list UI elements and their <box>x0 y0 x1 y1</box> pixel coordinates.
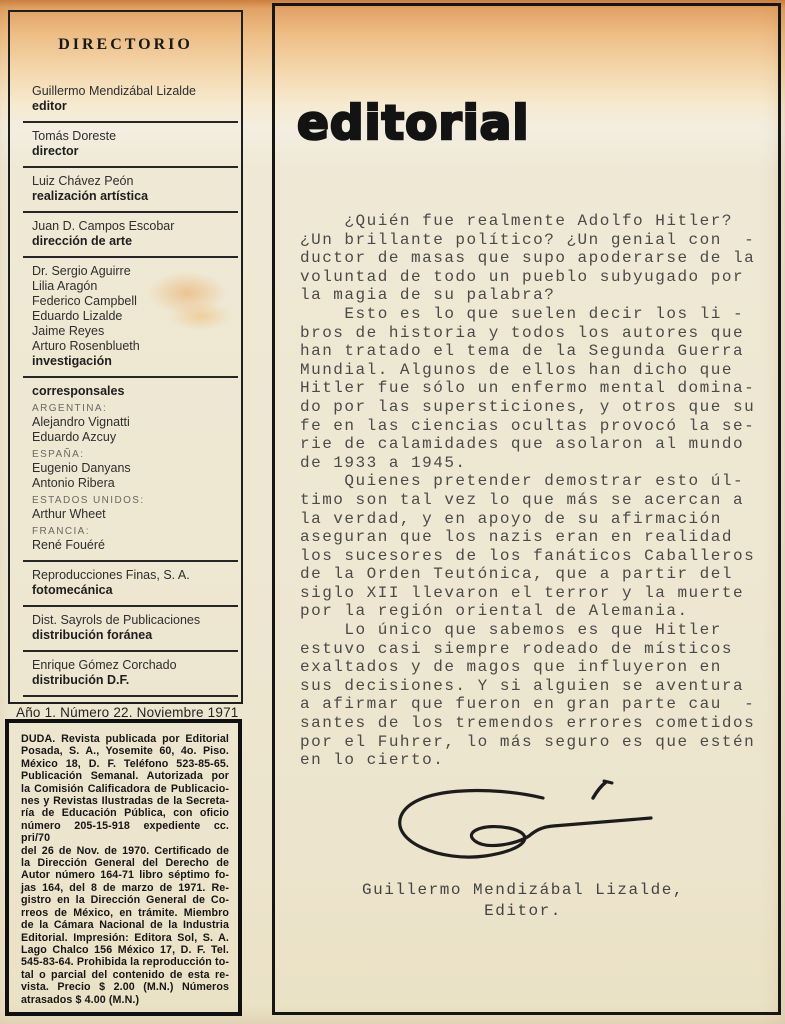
person-name: Arturo Rosenblueth <box>32 339 140 353</box>
legal-line: atrasados $ 4.00 (M.N.) <box>21 993 140 1006</box>
role-label: investigación <box>32 354 112 368</box>
legal-line: del 26 de Nov. de 1970. Certificado de <box>21 844 229 857</box>
editorial-line: a afirmar que fueron en gran parte cau - <box>300 695 756 714</box>
directory-list <box>10 78 241 697</box>
editorial-line: por la región oriental de Alemania. <box>300 602 689 621</box>
legal-line: la Comisión Calificadora de Publicacio- <box>21 782 229 795</box>
signoff-name: Guillermo Mendizábal Lizalde, <box>362 881 684 899</box>
legal-line: México 18, D. F. Teléfono 523-85-65. <box>21 757 229 770</box>
directory-entry <box>23 213 238 258</box>
legal-line: Posada, S. A., Yosemite 60, 4o. Piso. <box>21 745 229 758</box>
editorial-line: timo son tal vez lo que más se acercan a <box>300 490 745 509</box>
legal-line: Lago Chalco 156 México 17, D. F. Tel. <box>21 943 229 956</box>
editorial-line: bros de historia y todos los autores que <box>300 323 745 342</box>
directory-entry <box>23 378 238 562</box>
editorial-line: ¿Un brillante político? ¿Un genial con - <box>300 230 756 249</box>
directory-entry <box>23 168 238 213</box>
legal-line: la Dirección General del Derecho de <box>21 857 229 870</box>
role-label: director <box>32 144 79 158</box>
role-label: distribución foránea <box>32 628 153 642</box>
editorial-line: fe en las ciencias ocultas provocó la se- <box>300 416 756 435</box>
directory-title: DIRECTORIO <box>58 36 193 53</box>
country-label: ARGENTINA: <box>32 403 108 414</box>
legal-line: tal o parcial del contenido de esta re- <box>21 968 229 981</box>
legal-line: Autor número 164-71 libro séptimo fo- <box>21 869 229 882</box>
editorial-line: siglo XII llevaron el terror y la muerte <box>300 583 745 602</box>
editor-signature-icon <box>383 776 673 876</box>
legal-line: gistro en la Dirección General de Co- <box>21 894 229 907</box>
role-label: realización artística <box>32 189 149 203</box>
editorial-line: de 1933 a 1945. <box>300 453 467 472</box>
legal-line: Publicación Semanal. Autorizada por <box>21 770 229 783</box>
role-label: fotomecánica <box>32 583 113 597</box>
editorial-line: estuvo casi siempre rodeado de místicos <box>300 639 733 658</box>
issue-line: Año 1. Número 22. Noviembre 1971 <box>16 705 239 720</box>
editorial-line: ductor de masas que supo apoderarse de la <box>300 249 756 268</box>
person-name: Jaime Reyes <box>32 324 105 338</box>
role-label: editor <box>32 99 67 113</box>
editorial-line: voluntad de todo un pueblo subyugado por <box>300 267 745 286</box>
legal-line: nes y Revistas Ilustradas de la Secreta- <box>21 795 229 808</box>
editorial-line: Hitler fue sólo un enfermo mental domina- <box>300 379 756 398</box>
person-name: Alejandro Vignatti <box>32 415 130 429</box>
directory-entry <box>23 652 238 697</box>
directory-box <box>8 10 243 720</box>
editorial-line: sus decisiones. Y si alguien se aventura <box>300 676 745 695</box>
signoff-block <box>303 880 743 922</box>
editorial-line: aseguran que los nazis eran en realidad <box>300 528 733 547</box>
legal-line: ría de Educación Pública, con oficio <box>21 807 229 820</box>
country-label: ESPAÑA: <box>32 449 85 460</box>
editorial-line: Mundial. Algunos de ellos han dicho que <box>300 360 733 379</box>
person-name: René Fouéré <box>32 538 105 552</box>
directory-entry <box>23 258 238 378</box>
role-label: distribución D.F. <box>32 673 130 687</box>
editorial-body <box>300 212 755 770</box>
editorial-line: ¿Quién fue realmente Adolfo Hitler? <box>300 212 733 230</box>
editorial-headline: editorial <box>297 96 530 151</box>
person-name: Arthur Wheet <box>32 507 106 521</box>
person-name: Lilia Aragón <box>32 279 98 293</box>
legal-notice-box <box>5 719 242 1016</box>
person-name: Tomás Doreste <box>32 129 117 143</box>
section-heading: corresponsales <box>32 384 125 398</box>
person-name: Juan D. Campos Escobar <box>32 219 175 233</box>
legal-line: 545-83-64. Prohibida la reproducción to- <box>21 956 229 969</box>
legal-line: DUDA. Revista publicada por Editorial <box>21 733 229 745</box>
person-name: Eduardo Lizalde <box>32 309 123 323</box>
editorial-line: los sucesores de los fanáticos Caballeros <box>300 546 756 565</box>
editorial-line: Esto es lo que suelen decir los li - <box>300 304 745 323</box>
editorial-line: la magia de su palabra? <box>300 286 556 305</box>
legal-line: jas 164, del 8 de marzo de 1971. Re- <box>21 881 229 894</box>
directory-entry <box>23 562 238 607</box>
person-name: Enrique Gómez Corchado <box>32 658 177 672</box>
person-name: Guillermo Mendizábal Lizalde <box>32 84 196 98</box>
editorial-line: Lo único que sabemos es que Hitler <box>300 621 722 640</box>
person-name: Reproducciones Finas, S. A. <box>32 568 190 582</box>
person-name: Dist. Sayrols de Publicaciones <box>32 613 201 627</box>
editorial-line: santes de los tremendos errores cometidos <box>300 714 756 733</box>
legal-line: vista. Precio $ 2.00 (M.N.) Números <box>21 981 229 994</box>
editorial-line: en lo cierto. <box>300 751 445 770</box>
editorial-line: Quienes pretender demostrar esto úl- <box>300 472 745 491</box>
editorial-line: han tratado el tema de la Segunda Guerra <box>300 342 745 361</box>
legal-line: rreos de México, en trámite. Miembro <box>21 906 229 919</box>
country-label: ESTADOS UNIDOS: <box>32 495 145 506</box>
editorial-line: de la Orden Teutónica, que a partir del <box>300 565 733 584</box>
editorial-line: la verdad, y en apoyo de su afirmación <box>300 509 722 528</box>
directory-entry <box>23 607 238 652</box>
editorial-line: exaltados y de magos que influyeron en <box>300 658 722 677</box>
country-label: FRANCIA: <box>32 526 90 537</box>
person-name: Dr. Sergio Aguirre <box>32 264 131 278</box>
person-name: Eugenio Danyans <box>32 461 131 475</box>
role-label: dirección de arte <box>32 234 133 248</box>
person-name: Antonio Ribera <box>32 476 115 490</box>
legal-line: número 205-15-918 expediente cc. pri/70 <box>21 819 229 845</box>
legal-line: de la Cámara Nacional de la Industria <box>21 919 229 932</box>
editorial-line: por el Fuhrer, lo más seguro es que estén <box>300 732 756 751</box>
signoff-role: Editor. <box>484 902 562 920</box>
editorial-line: do por las supersticiones, y otros que su <box>300 397 756 416</box>
editorial-line: rie de calamidades que asolaron al mundo <box>300 435 745 454</box>
person-name: Luiz Chávez Peón <box>32 174 134 188</box>
editorial-box <box>272 3 781 1015</box>
directory-entry <box>23 123 238 168</box>
person-name: Federico Campbell <box>32 294 137 308</box>
legal-line: Editorial. Impresión: Editora Sol, S. A. <box>21 931 229 944</box>
person-name: Eduardo Azcuy <box>32 430 117 444</box>
directory-entry <box>23 78 238 123</box>
